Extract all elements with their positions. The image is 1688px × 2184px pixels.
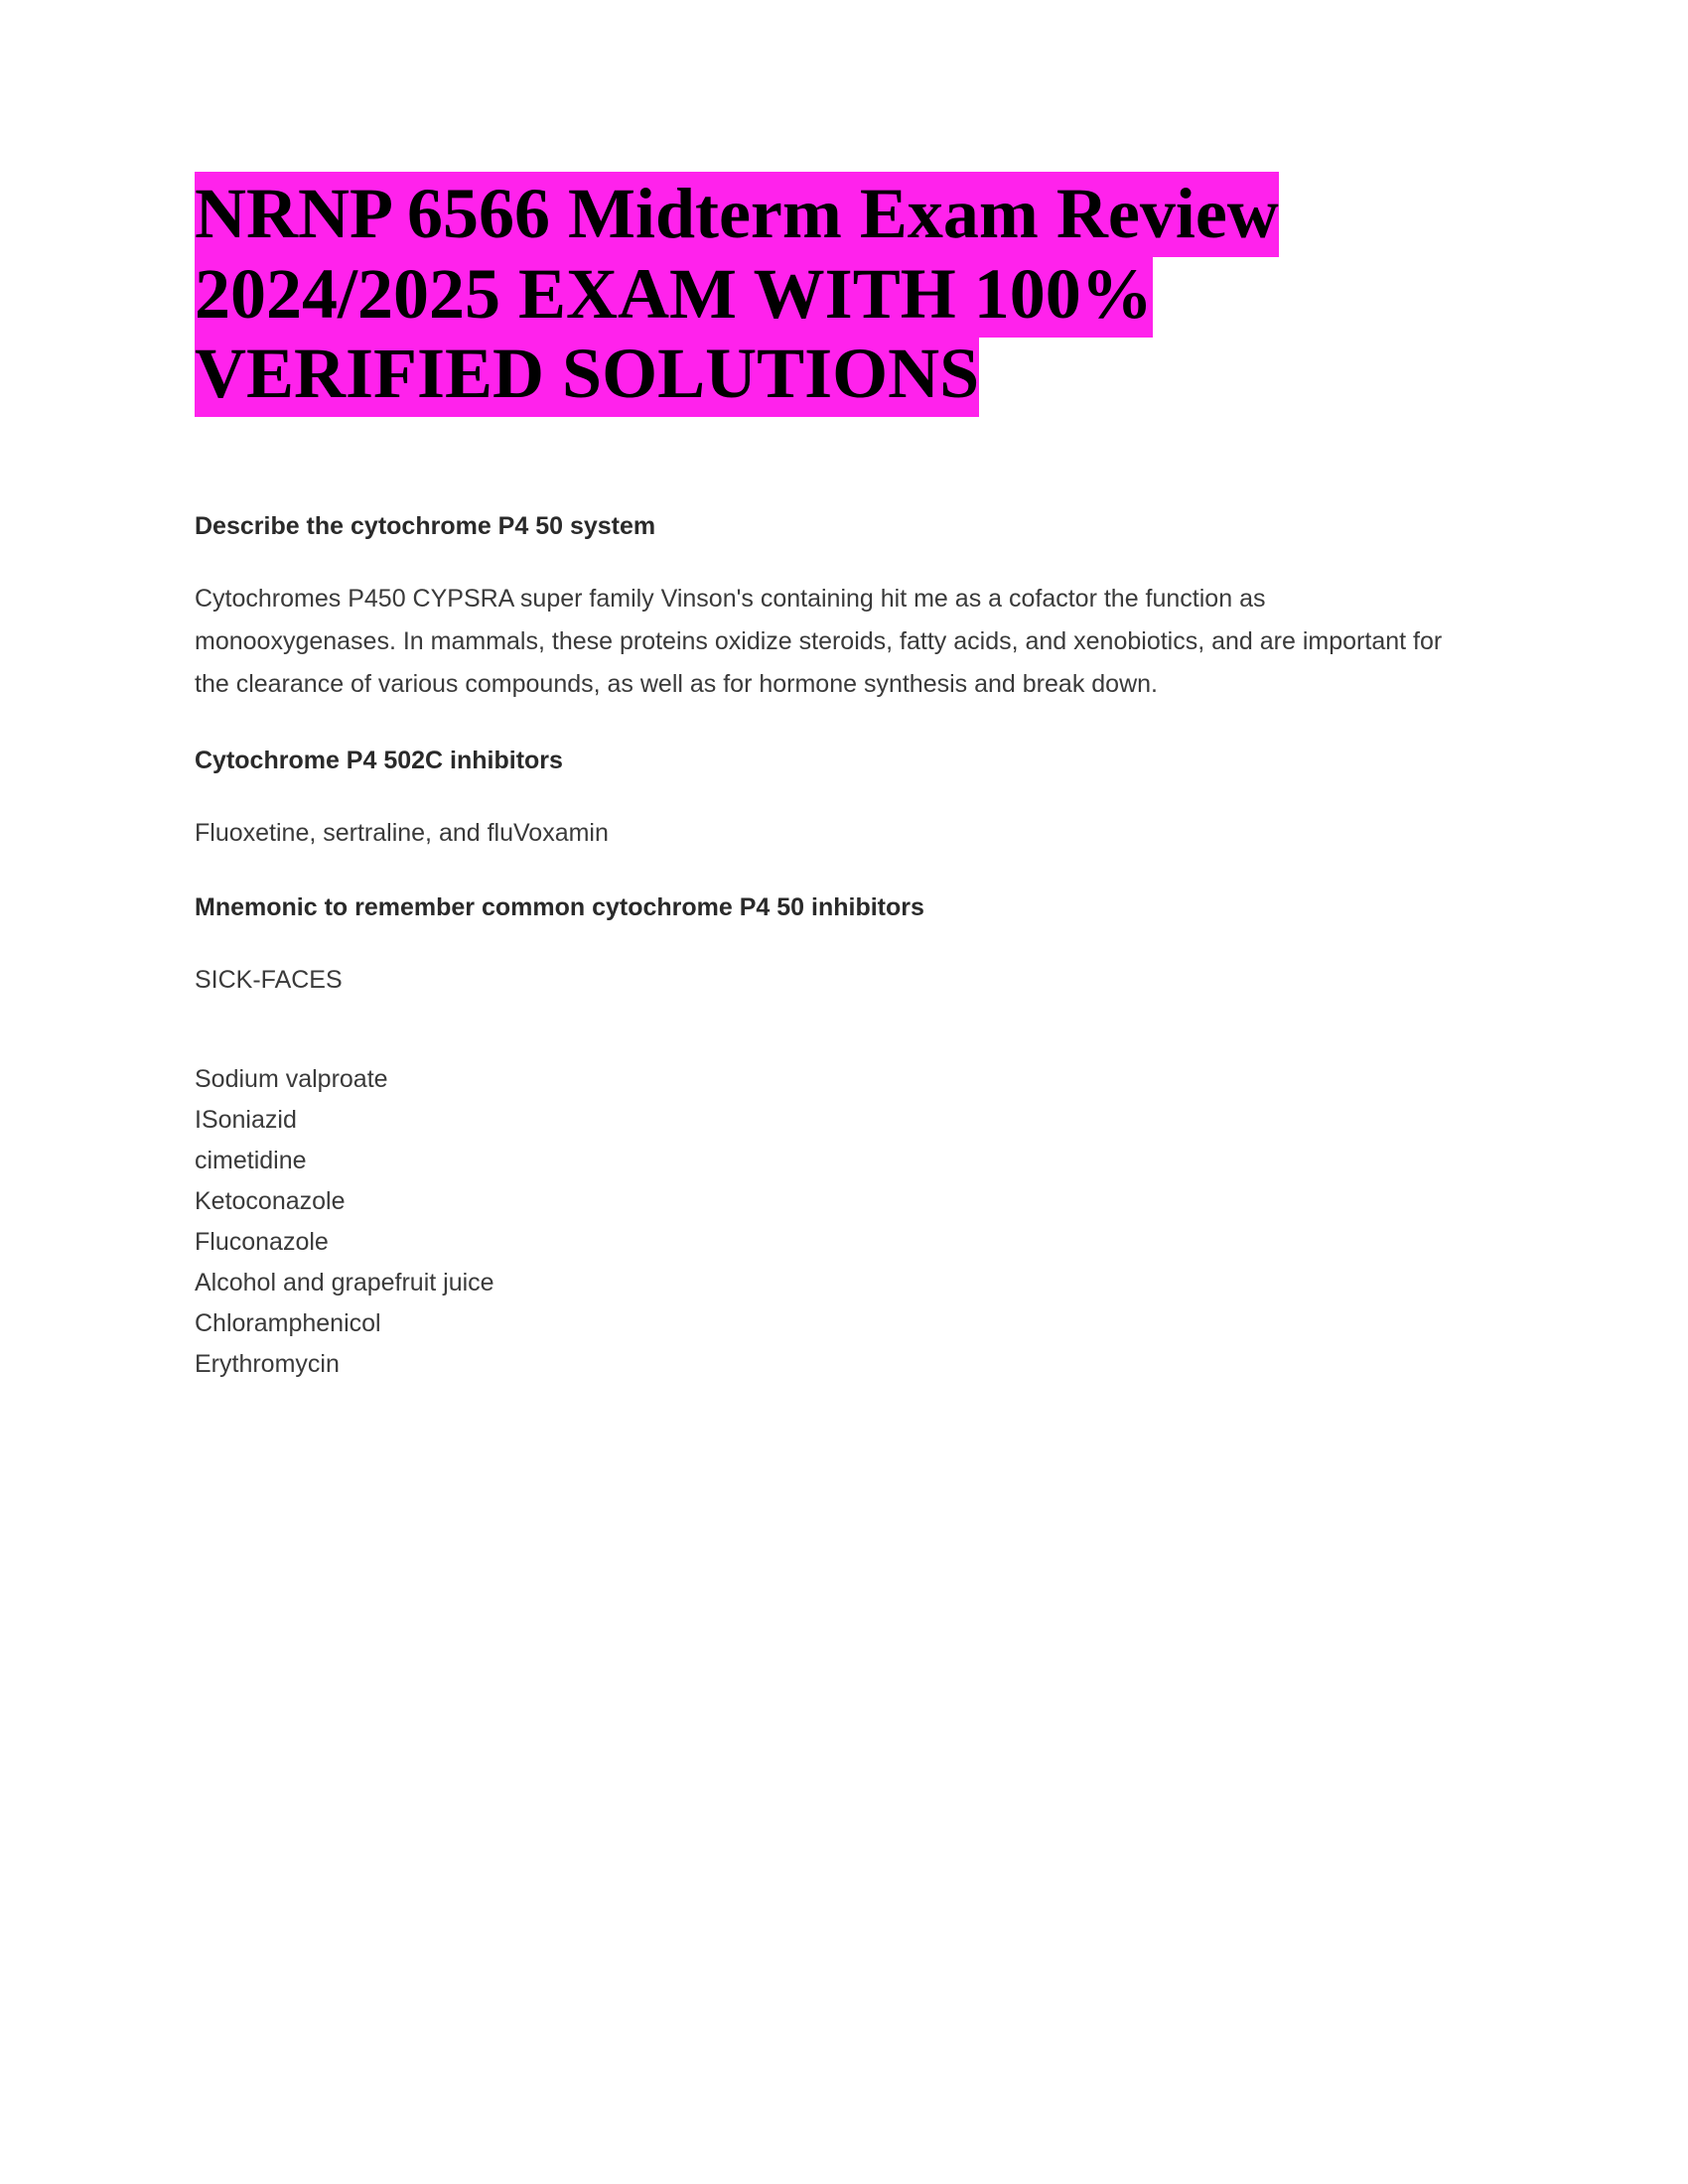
document-title xyxy=(195,174,1366,414)
list-item: ISoniazid xyxy=(195,1105,297,1134)
list-item: Alcohol and grapefruit juice xyxy=(195,1268,494,1297)
mnemonic-spacer xyxy=(195,1037,1489,1059)
list-item: Sodium valproate xyxy=(195,1064,388,1093)
section-body-cytochrome-p4502c-inhibitors: Fluoxetine, sertraline, and fluVoxamin xyxy=(195,818,609,847)
section-heading-mnemonic-inhibitors: Mnemonic to remember common cytochrome P4 50 inhibitors xyxy=(195,892,924,921)
list-item: Erythromycin xyxy=(195,1349,340,1378)
list-item: Ketoconazole xyxy=(195,1186,346,1215)
section-heading-cytochrome-p450-system: Describe the cytochrome P4 50 system xyxy=(195,511,656,540)
title-spacer xyxy=(195,414,1489,509)
section-heading-cytochrome-p4502c-inhibitors: Cytochrome P4 502C inhibitors xyxy=(195,746,563,774)
mnemonic-list xyxy=(195,1059,1489,1385)
list-item: cimetidine xyxy=(195,1146,307,1174)
document-title-highlight: NRNP 6566 Midterm Exam Review 2024/2025 EXAM WITH 100% VERIFIED SOLUTIONS xyxy=(195,172,1279,417)
section-body-cytochrome-p450-system: Cytochromes P450 CYPSRA super family Vinson's containing hit me as a cofactor the function as monooxygenases. In mammals, these proteins oxidize steroids, fatty acids, and xenobiotics, and are important for the clearance of various compounds, as well as for hormone synthesis and break down. xyxy=(195,584,1443,698)
section-body-mnemonic-acronym: SICK-FACES xyxy=(195,965,343,994)
list-item: Fluconazole xyxy=(195,1227,329,1256)
list-item: Chloramphenicol xyxy=(195,1308,381,1337)
